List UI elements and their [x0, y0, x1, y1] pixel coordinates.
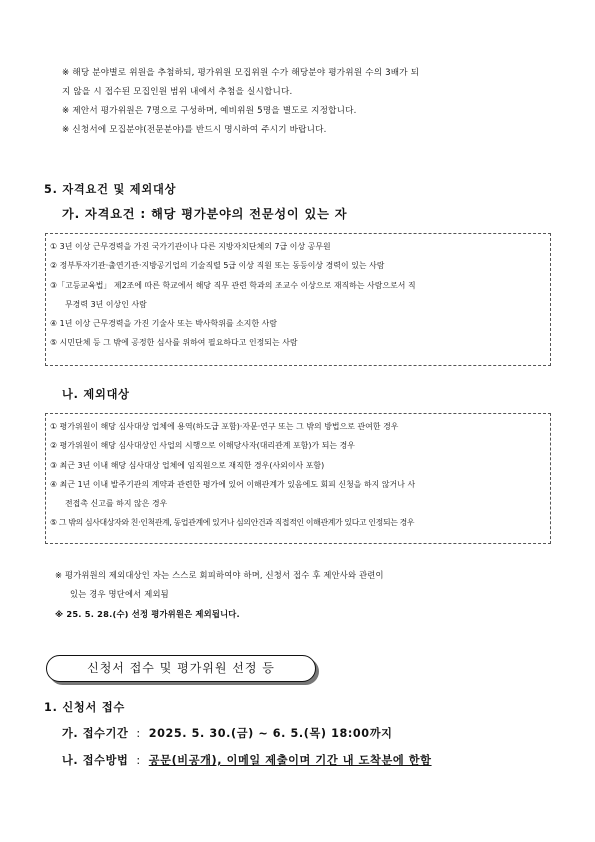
exclusion-item: ② 평가위원이 해당 심사대상인 사업의 시행으로 이해당사자(대리관계 포함)가 되는 경우	[50, 441, 355, 451]
qualification-box	[45, 233, 551, 366]
qualification-heading: 가. 자격요건 : 해당 평가분야의 전문성이 있는 자	[62, 207, 348, 221]
exclusion-item: ③ 최근 3년 이내 해당 심사대상 업체에 임직원으로 재직한 경우(사외이사 포함)	[50, 460, 325, 470]
note-line: ※ 제안서 평가위원은 7명으로 구성하며, 예비위원 5명을 별도로 지정합니다.	[62, 106, 357, 116]
qualification-item: ⑤ 시민단체 등 그 밖에 공정한 심사를 위하여 필요하다고 인정되는 사람	[50, 338, 298, 348]
qualification-item-continued: 무경력 3년 이상인 사람	[65, 299, 147, 309]
qualification-item: ① 3년 이상 근무경력을 가진 국가기관이나 다른 지방자치단체의 7급 이상 공무원	[50, 242, 331, 251]
note-line: ※ 해당 분야별로 위원을 추첨하되, 평가위원 모집위원 수가 해당분야 평가위원 수의 3배가 되	[62, 68, 420, 78]
section-banner: 신청서 접수 및 평가위원 선정 등	[46, 655, 316, 682]
period-value: 2025. 5. 30.(금) ~ 6. 5.(목) 18:00까지	[148, 727, 393, 740]
note-allocation	[62, 64, 552, 140]
exclusion-note: 있는 경우 명단에서 제외됨	[70, 589, 169, 599]
colon: :	[136, 754, 141, 767]
exclusion-item: ④ 최근 1년 이내 발주기관의 계약과 관련한 평가에 있어 이해관계가 있음에도 회피 신청을 하지 않거나 사	[50, 479, 416, 489]
section-1-title: 1. 신청서 접수	[44, 701, 126, 714]
exclusion-item: ⑤ 그 밖의 심사대상자와 친·인척관계, 동업관계에 있거나 심의안건과 직접적인 이해관계가 있다고 인정되는 경우	[50, 518, 415, 528]
period-row	[62, 725, 393, 741]
qualification-item: ③「고등교육법」 제2조에 따른 학교에서 해당 직무 관련 학과의 조교수 이상으로 재직하는 사람으로서 직	[50, 280, 416, 290]
note-line: 지 않을 시 접수된 모집인원 범위 내에서 추첨을 실시합니다.	[62, 87, 293, 97]
method-row	[62, 752, 432, 768]
exclusion-box	[45, 413, 551, 544]
exclusion-item: ① 평가위원이 해당 심사대상 업체에 용역(하도급 포함)·자문·연구 또는 그 밖의 방법으로 관여한 경우	[50, 422, 399, 431]
method-label: 나. 접수방법	[62, 754, 129, 767]
qualification-item: ② 정부투자기관·출연기관·지방공기업의 기술직렬 5급 이상 직원 또는 동등이상 경력이 있는 사람	[50, 261, 385, 271]
colon: :	[136, 727, 141, 740]
exclusion-note: ※ 평가위원의 제외대상인 자는 스스로 회피하여야 하며, 신청서 접수 후 제안사와 관련이	[55, 570, 384, 580]
exclusion-heading: 나. 제외대상	[62, 388, 130, 401]
exclusion-item-continued: 전접촉 신고를 하지 않은 경우	[65, 499, 168, 509]
period-label: 가. 접수기간	[62, 727, 129, 740]
note-line: ※ 신청서에 모집분야(전문분야)를 반드시 명시하여 주시기 바랍니다.	[62, 125, 327, 135]
method-value: 공문(비공개), 이메일 제출이며 기간 내 도착분에 한함	[148, 754, 432, 767]
section-5-title: 5. 자격요건 및 제외대상	[44, 183, 177, 196]
qualification-item: ④ 1년 이상 근무경력을 가진 기술사 또는 박사학위를 소지한 사람	[50, 319, 278, 329]
exclusion-date-note: ※ 25. 5. 28.(수) 선정 평가위원은 제외됩니다.	[55, 609, 240, 619]
